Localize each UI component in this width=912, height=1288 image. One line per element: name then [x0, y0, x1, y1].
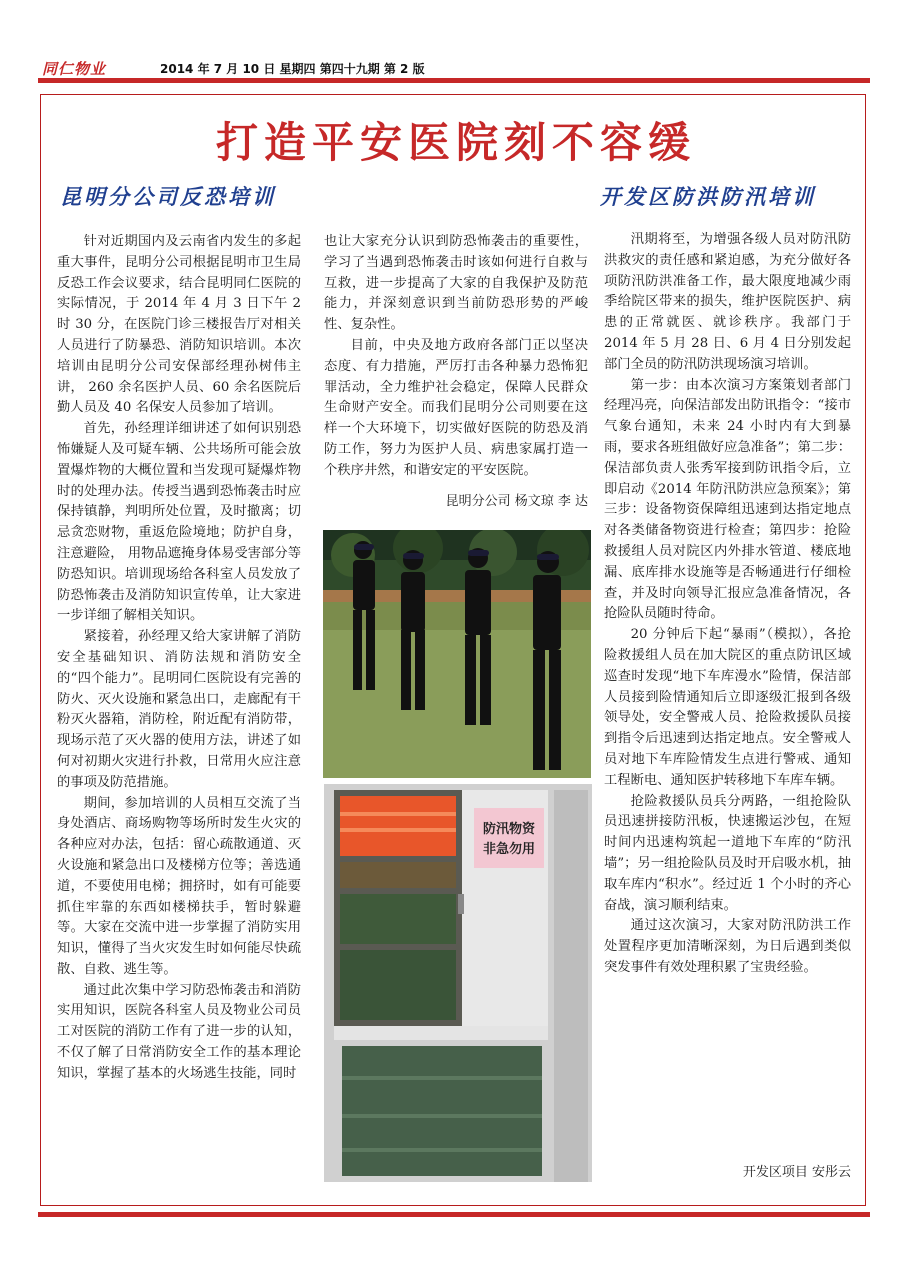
paragraph: 目前，中央及地方政府各部门正以坚决态度、有力措施，严厉打击各种暴力恐怖犯罪活动，全力维护社会稳定，保障人民群众生命财产安全。而我们昆明分公司则要在这样一个大环境下，切实做好医院的防恐及消防工作，努力为医护人员、病患家属打造一个秩序井然，和谐安定的平安医院。 [324, 337, 588, 478]
training-photo [323, 530, 591, 778]
supplies-sign-line2: 非急勿用 [482, 842, 536, 857]
left-article-title: 昆明分公司反恐培训 [60, 184, 276, 209]
flood-supplies-image [324, 784, 592, 1182]
bottom-rule [38, 1212, 870, 1217]
right-article-byline: 开发区项目 安彤云 [742, 1165, 851, 1180]
paragraph: 首先，孙经理详细讲述了如何识别恐怖嫌疑人及可疑车辆、公共场所可能会放置爆炸物的大概位置和当发现可疑爆炸物时的处理办法。传授当遇到恐怖袭击时应保持镇静，判明所处位置，及时撤离；切忌贪恋财物，重返危险境地；防护自身，注意避险， 用物品遮掩身体易受害部分等防恐知识。培训现场给各科室人员发放了防恐怖袭击及消防知识宣传单，让大家进一步详细了解相关知识。 [57, 421, 301, 624]
paragraph: 第一步：由本次演习方案策划者部门经理冯亮，向保洁部发出防讯指令：“接市气象台通知，未来 24 小时内有大到暴雨，要求各班组做好应急准备”；第二步：保洁部负责人张秀军接到防讯指令后，立即启动《2014 年防汛防洪应急预案》；第三步：设备物资保障组迅速到达指定地点对各类储备物资进行检查；第四步：抢险救援组人员对院区内外排水管道、楼底地漏、底库排水设施等是否畅通进行仔细检查，并及时向领导汇报应急准备情况，各抢险队员随时待命。 [604, 377, 851, 622]
right-article-column [604, 230, 851, 979]
paragraph: 通过此次集中学习防恐怖袭击和消防实用知识，医院各科室人员及物业公司员工对医院的消防工作有了进一步的认知，不仅了解了日常消防安全工作的基本理论知识，掌握了基本的火场逃生技能，同时 [57, 982, 301, 1081]
supplies-cabinet-photo [324, 784, 592, 1182]
supplies-sign-line1: 防汛物资 [482, 822, 536, 837]
issue-line: 2014 年 7 月 10 日 星期四 第四十九期 第 2 版 [160, 62, 425, 76]
paragraph: 20 分钟后下起“暴雨”（模拟），各抢险救援组人员在加大院区的重点防讯区域巡查时发现“地下车库漫水”险情，保洁部人员接到险情通知后立即逐级汇报到各级领导处，安全警戒人员、抢险救援队员接到指令后迅速到达指定地点。安全警戒人员对地下车库险情发生点进行警戒、通知工程断电、通知医护转移地下车库车辆。 [604, 627, 851, 788]
right-article-title: 开发区防洪防汛培训 [600, 184, 816, 209]
guards-training-image [323, 530, 591, 778]
brand-logo: 同仁物业 [42, 60, 107, 78]
paragraph: 汛期将至，为增强各级人员对防汛防洪救灾的责任感和紧迫感，为充分做好各项防汛防洪准备工作，最大限度地减少雨季给院区带来的损失，维护医院医护、病患的正常就医、就诊秩序。我部门于 2014 年 5 月 28 日、6 月 4 日分别发起部门全员的防汛防洪现场演习培训。 [604, 232, 851, 372]
left-article-column-2 [324, 232, 588, 512]
paragraph: 期间，参加培训的人员相互交流了当身处酒店、商场购物等场所时发生火灾的各种应对办法，包括：留心疏散通道、灭火设施和紧急出口及楼梯方位等；善选通道，不要使用电梯；拥挤时，如有可能要抓住牢靠的东西如楼梯扶手，暂时躲避等。大家在交流中进一步掌握了消防实用知识，懂得了当火灾发生时如何能尽快疏散、自救、逃生等。 [57, 795, 301, 977]
paragraph: 通过这次演习，大家对防汛防洪工作处置程序更加清晰深刻，为日后遇到类似突发事件有效处理积累了宝贵经验。 [604, 918, 851, 975]
top-rule [38, 78, 870, 83]
left-article-byline: 昆明分公司 杨文琼 李 达 [445, 493, 588, 509]
paragraph: 紧接着，孙经理又给大家讲解了消防安全基础知识、消防法规和消防安全的“四个能力”。昆明同仁医院设有完善的防火、灭火设施和紧急出口，走廊配有干粉灭火器箱，消防栓，附近配有消防带，现场示范了灭火器的使用方法，讲述了如何对初期火灾进行扑救，日常用火应注意的事项及防范措施。 [57, 629, 301, 790]
paragraph: 针对近期国内及云南省内发生的多起重大事件，昆明分公司根据昆明市卫生局反恐工作会议要求，结合昆明同仁医院的实际情况，于 2014 年 4 月 3 日下午 2 时 30 分，在医院门诊三楼报告厅对相关人员进行了防暴恐、消防知识培训。本次培训由昆明分公司安保部经理孙树伟主讲， 260 余名医护人员、60 余名医院后勤人员及 40 名保安人员参加了培训。 [57, 234, 301, 416]
page-headline: 打造平安医院刻不容缓 [215, 118, 696, 167]
paragraph: 抢险救援队员兵分两路，一组抢险队员迅速拼接防汛板，快速搬运沙包，在短时间内迅速构筑起一道地下车库的“防汛墙”；另一组抢险队员及时开启吸水机，抽取车库内“积水”。经过近 1 个小时的齐心奋战，演习顺利结束。 [604, 793, 851, 913]
left-article-column-1 [57, 232, 301, 1085]
paragraph: 也让大家充分认识到防恐怖袭击的重要性，学习了当遇到恐怖袭击时该如何进行自救与互救，进一步提高了大家的自我保护及防范能力，并深刻意识到当前防恐形势的严峻性、复杂性。 [324, 234, 588, 333]
